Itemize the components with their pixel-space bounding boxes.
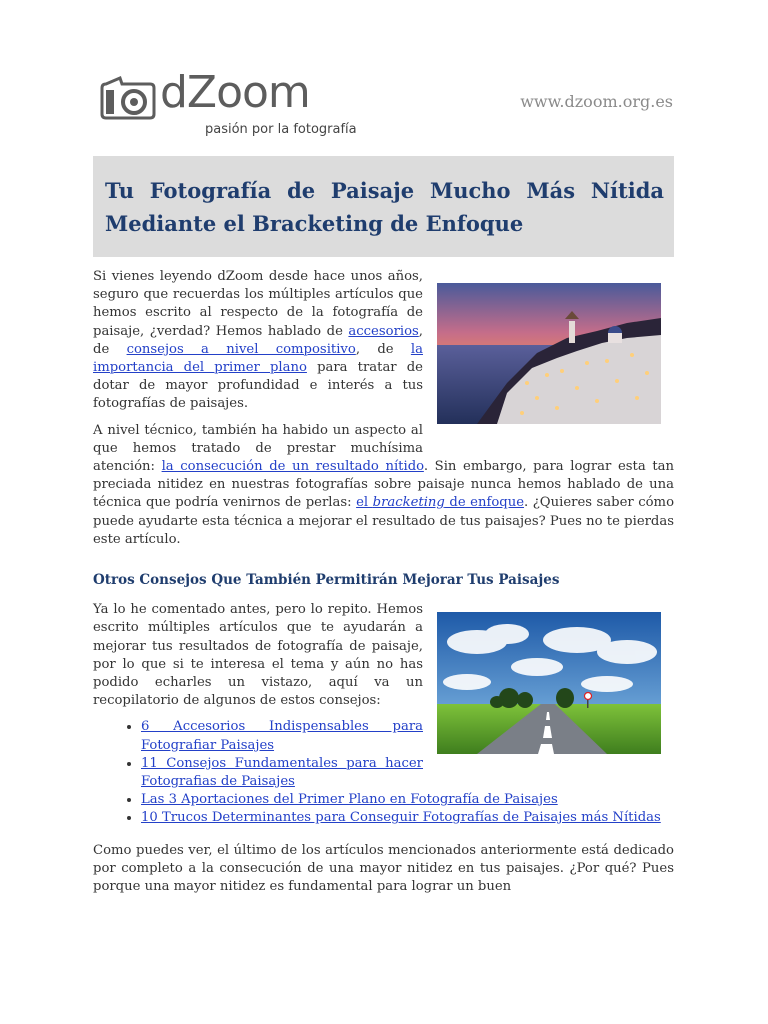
link-consejos-compositivo[interactable]: consejos a nivel compositivo xyxy=(126,341,356,357)
link-trucos-nitidas[interactable]: 10 Trucos Determinantes para Conseguir Fotografías de Paisajes más Nítidas xyxy=(141,810,661,826)
santorini-photo xyxy=(437,283,661,424)
article-title: Tu Fotografía de Paisaje Mucho Más Nítida Mediante el Bracketing de Enfoque xyxy=(105,178,664,236)
tech-text-3: . ¿Quieres saber cómo puede ayudarte esta técnica a mejorar el resultado de tus paisajes? Pues no te pierdas este artículo. xyxy=(93,495,675,547)
road-photo xyxy=(437,612,661,754)
link-consejos-fundamentales[interactable]: 11 Consejos Fundamentales para hacer Fotografias de Paisajes xyxy=(141,755,423,790)
section-heading: Otros Consejos Que También Permitirán Mejorar Tus Paisajes xyxy=(93,572,560,589)
link-bracketing-enfoque[interactable] xyxy=(356,495,524,510)
site-url[interactable]: www.dzoom.org.es xyxy=(520,92,673,111)
link-resultado-nitido[interactable]: la consecución de un resultado nítido xyxy=(161,459,424,475)
tech-text-1: A nivel técnico, también ha habido un aspecto al que hemos tratado de prestar muchísima atención: xyxy=(93,422,423,475)
bracketing-link-part-1: el xyxy=(356,495,373,511)
list-item xyxy=(141,791,674,809)
logo-wordmark: dZoom xyxy=(160,67,310,118)
link-primer-plano[interactable]: la importancia del primer plano xyxy=(93,341,423,376)
technical-paragraph xyxy=(93,422,674,549)
dzoom-logo[interactable] xyxy=(100,64,390,144)
title-box xyxy=(93,156,674,257)
camera-icon xyxy=(100,74,156,120)
intro-text-1: Si vienes leyendo dZoom desde hace unos años, seguro que recuerdas los múltiples artículos que hemos escrito al respecto de la fotografía de paisaje, ¿verdad? Hemos hablado de xyxy=(93,269,423,339)
intro-text-3: , de xyxy=(355,341,411,357)
intro-text-2: , de xyxy=(93,323,423,357)
link-accesorios-paisajes[interactable]: 6 Accesorios Indispensables para Fotografiar Paisajes xyxy=(141,719,423,753)
recommendations-paragraph: Ya lo he comentado antes, pero lo repito. Hemos escrito múltiples artículos que te ayudarán a mejorar tus resultados de fotografía de paisaje, por lo que si te interesa el tema y aún no has podido echarles un vistazo, aquí va un recopilatorio de algunos de estos consejos: xyxy=(93,602,423,709)
bracketing-link-part-3: de enfoque xyxy=(444,495,525,511)
page-header xyxy=(0,0,768,150)
closing-paragraph: Como puedes ver, el último de los artículos mencionados anteriormente está dedicado por completo a la consecución de una mayor nitidez en tus paisajes. ¿Por qué? Pues porque una mayor nitidez es fundamental para lograr un buen xyxy=(93,842,674,895)
santorini-photo-wrap xyxy=(437,283,661,430)
road-photo-wrap xyxy=(437,612,661,760)
link-aportaciones-primer-plano[interactable]: Las 3 Aportaciones del Primer Plano en Fotografía de Paisajes xyxy=(141,792,558,808)
bracketing-link-part-2: bracketing xyxy=(372,495,445,511)
tech-text-2: . Sin embargo, para lograr esta tan preciada nitidez en nuestras fotografías sobre paisaje nunca hemos hablado de una técnica que podría venirnos de perlas: xyxy=(93,459,674,511)
article-body xyxy=(93,268,674,904)
link-accesorios[interactable]: accesorios xyxy=(348,323,419,339)
logo-tagline: pasión por la fotografía xyxy=(205,122,357,137)
list-item xyxy=(141,809,674,827)
intro-text-4: para tratar de dotar de mayor profundidad e interés a tus fotografías de paisajes. xyxy=(93,360,423,412)
